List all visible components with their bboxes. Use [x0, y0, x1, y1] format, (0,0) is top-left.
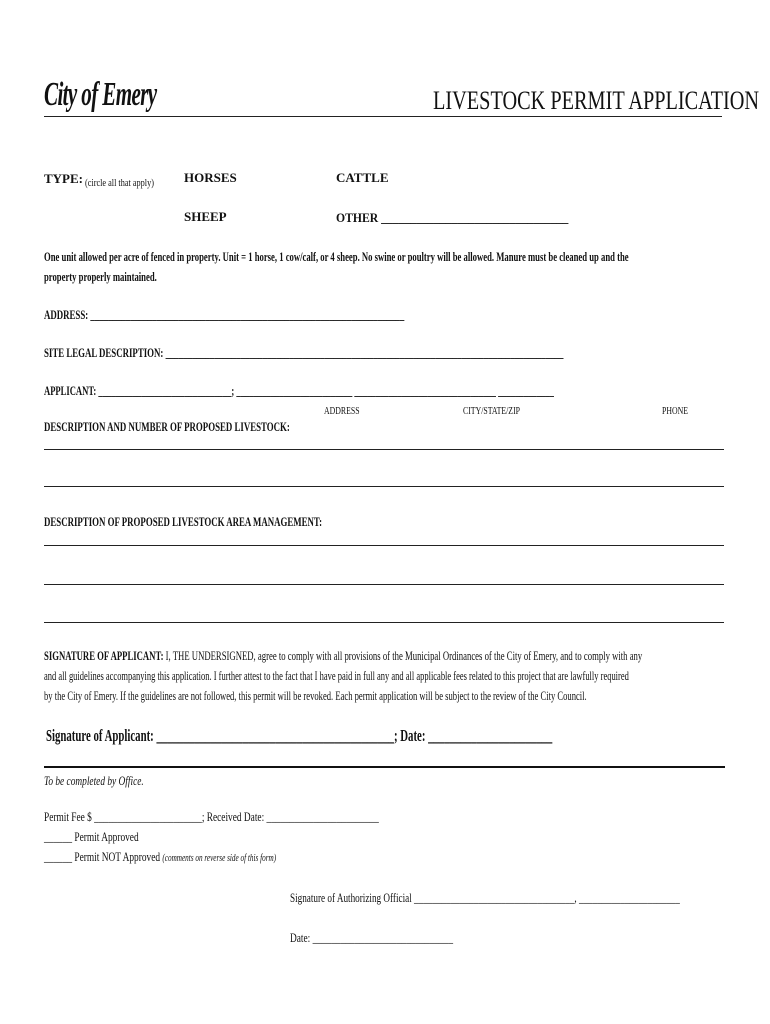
applicant-sub-address: ADDRESS — [324, 406, 360, 417]
permit-not-approved-label: ______ Permit NOT Approved — [44, 849, 161, 864]
header-rule — [44, 116, 722, 117]
address-field[interactable]: ADDRESS: _______________________________________________________________________ — [44, 307, 405, 322]
applicant-sub-city: CITY/STATE/ZIP — [463, 406, 521, 417]
signature-statement-line-2: and all guidelines accompanying this application. I further attest to the fact that I have paid in full any and all applicable fees related to this project that are lawfully required — [44, 668, 629, 683]
signature-statement-text: I, THE UNDERSIGNED, agree to comply with all provisions of the Municipal Ordinances of the City of Emery, and to comply with any — [163, 648, 643, 663]
signature-statement-line-3: by the City of Emery. If the guidelines are not followed, this permit will be revoked. Each permit application will be subject to the review of the City Council. — [44, 688, 587, 703]
area-line-3[interactable] — [44, 622, 724, 623]
site-legal-field[interactable]: SITE LEGAL DESCRIPTION: __________________________________________________________________________________________ — [44, 345, 564, 360]
applicant-signature-field[interactable]: Signature of Applicant: ____________________________________________; Date: _______________________ — [46, 726, 553, 745]
form-title: LIVESTOCK PERMIT APPLICATION — [433, 86, 760, 115]
livestock-line-1[interactable] — [44, 449, 724, 450]
applicant-field[interactable]: APPLICANT: _______________________________; ___________________________ _________________________________ _____________ — [44, 383, 554, 398]
applicant-sub-phone: PHONE — [662, 406, 689, 417]
city-logo: City of Emery — [44, 76, 157, 113]
area-line-1[interactable] — [44, 545, 724, 546]
office-divider — [44, 766, 725, 768]
option-other[interactable]: OTHER ________________________________ — [336, 210, 569, 225]
signature-statement-line-1 — [44, 647, 770, 665]
option-horses[interactable]: HORSES — [184, 170, 237, 185]
type-hint: (circle all that apply) — [85, 177, 154, 189]
permit-not-approved-option[interactable] — [44, 848, 366, 866]
option-sheep[interactable]: SHEEP — [184, 209, 227, 224]
area-management-label: DESCRIPTION OF PROPOSED LIVESTOCK AREA MANAGEMENT: — [44, 514, 323, 529]
option-cattle[interactable]: CATTLE — [336, 170, 389, 185]
permit-not-approved-note: (comments on reverse side of this form) — [162, 853, 277, 864]
authorizing-date-field[interactable]: Date: ______________________________ — [290, 930, 454, 945]
authorizing-signature-field[interactable]: Signature of Authorizing Official ___________________________________, ______________________ — [290, 890, 680, 905]
rules-line-1: One unit allowed per acre of fenced in property. Unit = 1 horse, 1 cow/calf, or 4 sheep. No swine or poultry will be allowed. Manure must be cleaned up and the — [44, 249, 629, 264]
area-line-2[interactable] — [44, 584, 724, 585]
permit-approved-option[interactable]: ______ Permit Approved — [44, 829, 139, 844]
type-label: TYPE: — [44, 171, 83, 186]
permit-fee-field[interactable]: Permit Fee $ _______________________; Received Date: ________________________ — [44, 809, 379, 824]
livestock-line-2[interactable] — [44, 486, 724, 487]
signature-statement-lead: SIGNATURE OF APPLICANT: — [44, 648, 164, 663]
office-heading: To be completed by Office. — [44, 773, 144, 788]
rules-line-2: property properly maintained. — [44, 269, 157, 284]
livestock-description-label: DESCRIPTION AND NUMBER OF PROPOSED LIVESTOCK: — [44, 419, 290, 434]
